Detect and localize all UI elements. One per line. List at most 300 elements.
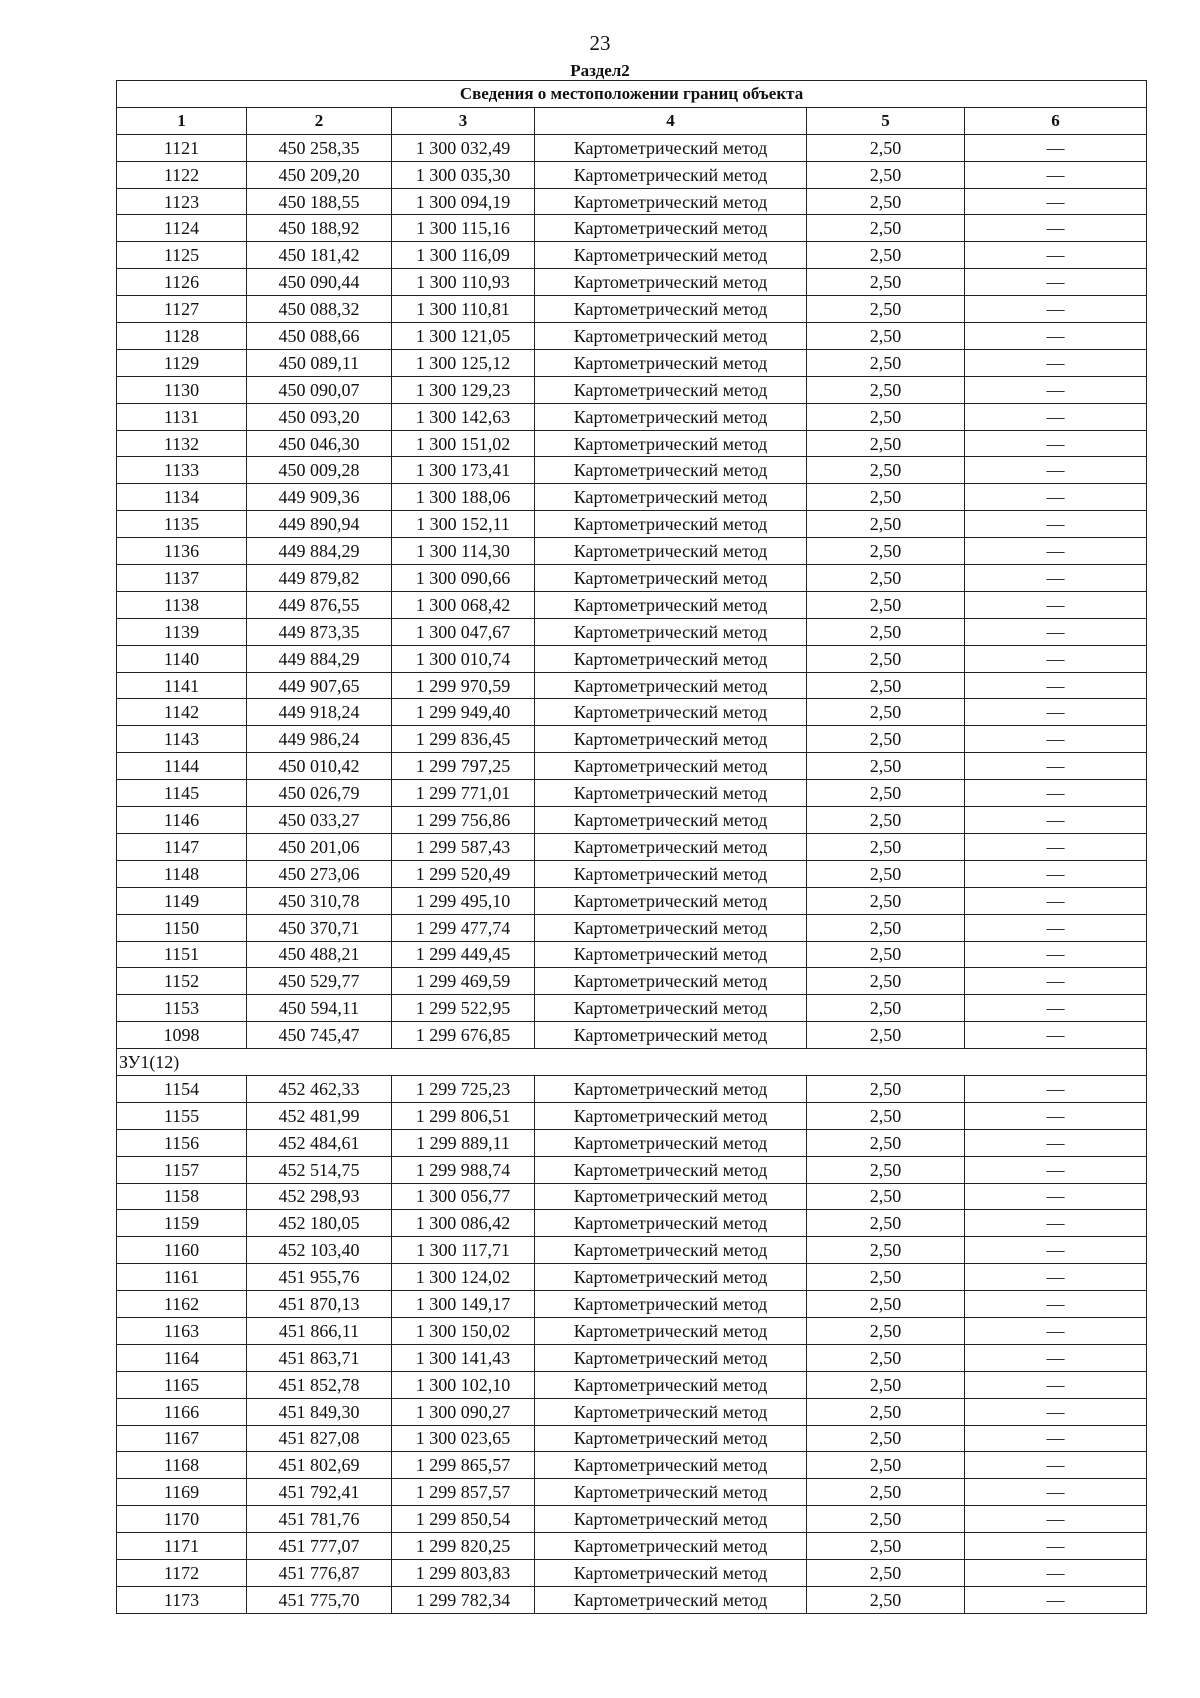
cell-coord-x: 449 876,55 [247, 591, 392, 618]
table-body [117, 134, 1147, 1613]
cell-accuracy: 2,50 [807, 887, 965, 914]
cell-accuracy: 2,50 [807, 215, 965, 242]
cell-method: Картометрический метод [535, 1075, 807, 1102]
cell-point-number: 1142 [117, 699, 247, 726]
cell-coord-x: 450 188,55 [247, 188, 392, 215]
cell-method: Картометрический метод [535, 1264, 807, 1291]
cell-coord-x: 450 188,92 [247, 215, 392, 242]
cell-coord-x: 452 180,05 [247, 1210, 392, 1237]
cell-coord-x: 450 010,42 [247, 753, 392, 780]
cell-accuracy: 2,50 [807, 1237, 965, 1264]
cell-description: — [965, 1559, 1147, 1586]
cell-method: Картометрический метод [535, 833, 807, 860]
column-header: 3 [392, 107, 535, 134]
cell-accuracy: 2,50 [807, 1533, 965, 1560]
cell-accuracy: 2,50 [807, 941, 965, 968]
cell-point-number: 1153 [117, 995, 247, 1022]
cell-description: — [965, 1075, 1147, 1102]
table-row [117, 538, 1147, 565]
cell-coord-y: 1 300 141,43 [392, 1344, 535, 1371]
cell-accuracy: 2,50 [807, 995, 965, 1022]
cell-coord-y: 1 300 090,27 [392, 1398, 535, 1425]
cell-accuracy: 2,50 [807, 430, 965, 457]
cell-description: — [965, 376, 1147, 403]
cell-description: — [965, 780, 1147, 807]
cell-accuracy: 2,50 [807, 134, 965, 161]
cell-coord-y: 1 299 771,01 [392, 780, 535, 807]
table-row [117, 403, 1147, 430]
cell-method: Картометрический метод [535, 699, 807, 726]
cell-description: — [965, 995, 1147, 1022]
cell-accuracy: 2,50 [807, 726, 965, 753]
cell-point-number: 1132 [117, 430, 247, 457]
cell-coord-y: 1 300 114,30 [392, 538, 535, 565]
table-row [117, 1156, 1147, 1183]
cell-method: Картометрический метод [535, 968, 807, 995]
cell-point-number: 1149 [117, 887, 247, 914]
group-row [117, 1049, 1147, 1076]
cell-coord-y: 1 300 056,77 [392, 1183, 535, 1210]
cell-point-number: 1168 [117, 1452, 247, 1479]
cell-accuracy: 2,50 [807, 269, 965, 296]
cell-coord-x: 450 745,47 [247, 1022, 392, 1049]
cell-description: — [965, 968, 1147, 995]
table-title: Сведения о местоположении границ объекта [117, 81, 1147, 108]
cell-coord-x: 450 009,28 [247, 457, 392, 484]
table-row [117, 645, 1147, 672]
cell-point-number: 1131 [117, 403, 247, 430]
cell-point-number: 1150 [117, 914, 247, 941]
table-row [117, 376, 1147, 403]
cell-description: — [965, 1291, 1147, 1318]
cell-coord-x: 450 209,20 [247, 161, 392, 188]
cell-coord-y: 1 300 086,42 [392, 1210, 535, 1237]
cell-point-number: 1136 [117, 538, 247, 565]
cell-point-number: 1171 [117, 1533, 247, 1560]
cell-coord-y: 1 300 090,66 [392, 565, 535, 592]
table-row [117, 807, 1147, 834]
cell-point-number: 1154 [117, 1075, 247, 1102]
cell-coord-y: 1 299 988,74 [392, 1156, 535, 1183]
cell-coord-y: 1 299 836,45 [392, 726, 535, 753]
page-number: 23 [589, 31, 611, 55]
cell-point-number: 1165 [117, 1371, 247, 1398]
cell-point-number: 1124 [117, 215, 247, 242]
cell-point-number: 1125 [117, 242, 247, 269]
cell-point-number: 1158 [117, 1183, 247, 1210]
table-row [117, 1506, 1147, 1533]
cell-coord-x: 452 484,61 [247, 1129, 392, 1156]
cell-point-number: 1166 [117, 1398, 247, 1425]
cell-accuracy: 2,50 [807, 1210, 965, 1237]
cell-coord-x: 452 462,33 [247, 1075, 392, 1102]
cell-coord-y: 1 299 949,40 [392, 699, 535, 726]
cell-description: — [965, 699, 1147, 726]
cell-method: Картометрический метод [535, 1533, 807, 1560]
table-row [117, 753, 1147, 780]
cell-accuracy: 2,50 [807, 403, 965, 430]
cell-accuracy: 2,50 [807, 1559, 965, 1586]
cell-method: Картометрический метод [535, 403, 807, 430]
cell-coord-y: 1 300 115,16 [392, 215, 535, 242]
cell-coord-x: 450 088,32 [247, 296, 392, 323]
cell-method: Картометрический метод [535, 753, 807, 780]
cell-accuracy: 2,50 [807, 161, 965, 188]
cell-coord-x: 451 955,76 [247, 1264, 392, 1291]
table-header-row [117, 107, 1147, 134]
cell-point-number: 1133 [117, 457, 247, 484]
cell-description: — [965, 511, 1147, 538]
table-row [117, 1425, 1147, 1452]
cell-coord-x: 450 088,66 [247, 323, 392, 350]
cell-coord-y: 1 299 449,45 [392, 941, 535, 968]
cell-description: — [965, 833, 1147, 860]
cell-point-number: 1172 [117, 1559, 247, 1586]
cell-description: — [965, 215, 1147, 242]
table-row [117, 833, 1147, 860]
cell-accuracy: 2,50 [807, 1075, 965, 1102]
cell-point-number: 1139 [117, 618, 247, 645]
table-row [117, 457, 1147, 484]
cell-method: Картометрический метод [535, 511, 807, 538]
cell-coord-y: 1 300 010,74 [392, 645, 535, 672]
table-row [117, 1533, 1147, 1560]
cell-coord-y: 1 299 803,83 [392, 1559, 535, 1586]
cell-description: — [965, 538, 1147, 565]
cell-description: — [965, 1022, 1147, 1049]
cell-coord-x: 452 103,40 [247, 1237, 392, 1264]
cell-description: — [965, 134, 1147, 161]
cell-coord-y: 1 299 469,59 [392, 968, 535, 995]
table-row [117, 860, 1147, 887]
cell-accuracy: 2,50 [807, 672, 965, 699]
cell-description: — [965, 457, 1147, 484]
table-row [117, 565, 1147, 592]
cell-description: — [965, 1344, 1147, 1371]
table-row [117, 1264, 1147, 1291]
cell-accuracy: 2,50 [807, 1022, 965, 1049]
cell-coord-y: 1 300 102,10 [392, 1371, 535, 1398]
cell-coord-x: 450 201,06 [247, 833, 392, 860]
cell-description: — [965, 860, 1147, 887]
cell-point-number: 1129 [117, 349, 247, 376]
cell-coord-x: 449 986,24 [247, 726, 392, 753]
cell-coord-y: 1 300 149,17 [392, 1291, 535, 1318]
cell-coord-x: 450 033,27 [247, 807, 392, 834]
cell-description: — [965, 430, 1147, 457]
cell-point-number: 1162 [117, 1291, 247, 1318]
cell-point-number: 1123 [117, 188, 247, 215]
cell-coord-x: 451 775,70 [247, 1586, 392, 1613]
cell-description: — [965, 726, 1147, 753]
table-row [117, 699, 1147, 726]
cell-coord-x: 450 310,78 [247, 887, 392, 914]
cell-coord-x: 450 594,11 [247, 995, 392, 1022]
table-row [117, 242, 1147, 269]
cell-accuracy: 2,50 [807, 1291, 965, 1318]
cell-method: Картометрический метод [535, 1237, 807, 1264]
cell-accuracy: 2,50 [807, 1452, 965, 1479]
cell-description: — [965, 1506, 1147, 1533]
cell-point-number: 1121 [117, 134, 247, 161]
cell-method: Картометрический метод [535, 1156, 807, 1183]
cell-accuracy: 2,50 [807, 968, 965, 995]
table-row [117, 323, 1147, 350]
cell-coord-x: 450 181,42 [247, 242, 392, 269]
cell-method: Картометрический метод [535, 1425, 807, 1452]
cell-point-number: 1128 [117, 323, 247, 350]
cell-accuracy: 2,50 [807, 296, 965, 323]
cell-point-number: 1148 [117, 860, 247, 887]
cell-description: — [965, 753, 1147, 780]
table-row [117, 1075, 1147, 1102]
table-row [117, 618, 1147, 645]
cell-accuracy: 2,50 [807, 565, 965, 592]
table-row [117, 941, 1147, 968]
cell-accuracy: 2,50 [807, 1344, 965, 1371]
column-header: 5 [807, 107, 965, 134]
cell-point-number: 1126 [117, 269, 247, 296]
cell-coord-x: 451 852,78 [247, 1371, 392, 1398]
cell-description: — [965, 1237, 1147, 1264]
table-row [117, 188, 1147, 215]
cell-accuracy: 2,50 [807, 753, 965, 780]
cell-coord-x: 449 918,24 [247, 699, 392, 726]
table-row [117, 296, 1147, 323]
cell-method: Картометрический метод [535, 591, 807, 618]
cell-coord-y: 1 299 676,85 [392, 1022, 535, 1049]
cell-description: — [965, 1425, 1147, 1452]
cell-coord-y: 1 300 142,63 [392, 403, 535, 430]
cell-accuracy: 2,50 [807, 1317, 965, 1344]
cell-accuracy: 2,50 [807, 376, 965, 403]
cell-method: Картометрический метод [535, 457, 807, 484]
cell-accuracy: 2,50 [807, 1102, 965, 1129]
cell-accuracy: 2,50 [807, 242, 965, 269]
cell-point-number: 1157 [117, 1156, 247, 1183]
column-header: 6 [965, 107, 1147, 134]
cell-coord-x: 450 488,21 [247, 941, 392, 968]
cell-method: Картометрический метод [535, 887, 807, 914]
cell-accuracy: 2,50 [807, 511, 965, 538]
cell-coord-x: 451 870,13 [247, 1291, 392, 1318]
cell-point-number: 1130 [117, 376, 247, 403]
cell-point-number: 1159 [117, 1210, 247, 1237]
cell-coord-y: 1 299 725,23 [392, 1075, 535, 1102]
table-row [117, 591, 1147, 618]
cell-point-number: 1156 [117, 1129, 247, 1156]
table-row [117, 511, 1147, 538]
cell-accuracy: 2,50 [807, 1156, 965, 1183]
cell-accuracy: 2,50 [807, 780, 965, 807]
cell-coord-x: 450 090,07 [247, 376, 392, 403]
cell-accuracy: 2,50 [807, 833, 965, 860]
cell-coord-y: 1 299 797,25 [392, 753, 535, 780]
cell-coord-y: 1 299 820,25 [392, 1533, 535, 1560]
cell-description: — [965, 403, 1147, 430]
table-row [117, 1371, 1147, 1398]
cell-accuracy: 2,50 [807, 591, 965, 618]
cell-coord-x: 449 907,65 [247, 672, 392, 699]
cell-point-number: 1146 [117, 807, 247, 834]
cell-coord-x: 449 873,35 [247, 618, 392, 645]
cell-coord-y: 1 299 782,34 [392, 1586, 535, 1613]
cell-method: Картометрический метод [535, 242, 807, 269]
cell-description: — [965, 1156, 1147, 1183]
cell-coord-y: 1 300 151,02 [392, 430, 535, 457]
table-row [117, 430, 1147, 457]
cell-description: — [965, 1371, 1147, 1398]
cell-method: Картометрический метод [535, 1559, 807, 1586]
table-row [117, 1559, 1147, 1586]
cell-coord-x: 450 093,20 [247, 403, 392, 430]
cell-coord-x: 450 046,30 [247, 430, 392, 457]
cell-description: — [965, 1398, 1147, 1425]
cell-coord-y: 1 299 522,95 [392, 995, 535, 1022]
cell-coord-y: 1 299 756,86 [392, 807, 535, 834]
table-row [117, 995, 1147, 1022]
cell-method: Картометрический метод [535, 1586, 807, 1613]
column-header: 2 [247, 107, 392, 134]
cell-point-number: 1151 [117, 941, 247, 968]
table-row [117, 134, 1147, 161]
cell-point-number: 1122 [117, 161, 247, 188]
cell-point-number: 1163 [117, 1317, 247, 1344]
cell-point-number: 1143 [117, 726, 247, 753]
cell-method: Картометрический метод [535, 323, 807, 350]
cell-description: — [965, 1183, 1147, 1210]
cell-point-number: 1144 [117, 753, 247, 780]
cell-method: Картометрический метод [535, 807, 807, 834]
cell-accuracy: 2,50 [807, 1479, 965, 1506]
cell-description: — [965, 645, 1147, 672]
table-row [117, 968, 1147, 995]
cell-description: — [965, 188, 1147, 215]
cell-coord-y: 1 300 035,30 [392, 161, 535, 188]
cell-method: Картометрический метод [535, 1022, 807, 1049]
cell-accuracy: 2,50 [807, 323, 965, 350]
table-row [117, 1452, 1147, 1479]
cell-method: Картометрический метод [535, 565, 807, 592]
cell-method: Картометрический метод [535, 1210, 807, 1237]
cell-description: — [965, 1533, 1147, 1560]
cell-method: Картометрический метод [535, 430, 807, 457]
cell-method: Картометрический метод [535, 1479, 807, 1506]
cell-accuracy: 2,50 [807, 188, 965, 215]
cell-coord-y: 1 300 152,11 [392, 511, 535, 538]
cell-point-number: 1173 [117, 1586, 247, 1613]
cell-accuracy: 2,50 [807, 1264, 965, 1291]
table-row [117, 1398, 1147, 1425]
section-title: Раздел2 [570, 61, 630, 80]
table-row [117, 161, 1147, 188]
cell-method: Картометрический метод [535, 269, 807, 296]
cell-coord-y: 1 299 520,49 [392, 860, 535, 887]
cell-description: — [965, 1479, 1147, 1506]
cell-accuracy: 2,50 [807, 807, 965, 834]
cell-accuracy: 2,50 [807, 1129, 965, 1156]
cell-coord-y: 1 299 477,74 [392, 914, 535, 941]
cell-method: Картометрический метод [535, 1291, 807, 1318]
cell-accuracy: 2,50 [807, 618, 965, 645]
table-row [117, 1317, 1147, 1344]
cell-coord-x: 450 273,06 [247, 860, 392, 887]
cell-method: Картометрический метод [535, 672, 807, 699]
cell-description: — [965, 323, 1147, 350]
table-row [117, 1022, 1147, 1049]
cell-coord-y: 1 300 023,65 [392, 1425, 535, 1452]
cell-description: — [965, 1210, 1147, 1237]
table-row [117, 1183, 1147, 1210]
cell-accuracy: 2,50 [807, 484, 965, 511]
cell-coord-y: 1 300 068,42 [392, 591, 535, 618]
cell-accuracy: 2,50 [807, 1586, 965, 1613]
cell-description: — [965, 296, 1147, 323]
boundary-coordinates-table [116, 80, 1147, 1614]
cell-accuracy: 2,50 [807, 860, 965, 887]
cell-point-number: 1138 [117, 591, 247, 618]
cell-description: — [965, 484, 1147, 511]
cell-coord-y: 1 299 889,11 [392, 1129, 535, 1156]
cell-point-number: 1170 [117, 1506, 247, 1533]
table-row [117, 914, 1147, 941]
cell-coord-x: 452 298,93 [247, 1183, 392, 1210]
table-row [117, 1237, 1147, 1264]
cell-coord-x: 450 089,11 [247, 349, 392, 376]
cell-description: — [965, 672, 1147, 699]
cell-description: — [965, 269, 1147, 296]
cell-coord-y: 1 300 110,93 [392, 269, 535, 296]
cell-coord-x: 451 776,87 [247, 1559, 392, 1586]
cell-coord-y: 1 300 188,06 [392, 484, 535, 511]
cell-method: Картометрический метод [535, 1129, 807, 1156]
cell-description: — [965, 1317, 1147, 1344]
cell-coord-x: 449 890,94 [247, 511, 392, 538]
cell-coord-y: 1 300 110,81 [392, 296, 535, 323]
table-row [117, 1344, 1147, 1371]
cell-coord-y: 1 299 850,54 [392, 1506, 535, 1533]
cell-accuracy: 2,50 [807, 914, 965, 941]
cell-coord-x: 451 802,69 [247, 1452, 392, 1479]
cell-coord-x: 450 529,77 [247, 968, 392, 995]
cell-method: Картометрический метод [535, 296, 807, 323]
cell-accuracy: 2,50 [807, 1506, 965, 1533]
cell-point-number: 1134 [117, 484, 247, 511]
cell-method: Картометрический метод [535, 376, 807, 403]
cell-accuracy: 2,50 [807, 1183, 965, 1210]
cell-description: — [965, 941, 1147, 968]
cell-point-number: 1135 [117, 511, 247, 538]
table-row [117, 1102, 1147, 1129]
cell-point-number: 1145 [117, 780, 247, 807]
cell-coord-y: 1 299 970,59 [392, 672, 535, 699]
cell-coord-x: 449 879,82 [247, 565, 392, 592]
cell-accuracy: 2,50 [807, 349, 965, 376]
cell-coord-y: 1 300 125,12 [392, 349, 535, 376]
cell-coord-y: 1 299 865,57 [392, 1452, 535, 1479]
cell-accuracy: 2,50 [807, 457, 965, 484]
cell-method: Картометрический метод [535, 1398, 807, 1425]
cell-point-number: 1127 [117, 296, 247, 323]
cell-point-number: 1140 [117, 645, 247, 672]
cell-coord-y: 1 300 032,49 [392, 134, 535, 161]
group-label: ЗУ1(12) [117, 1049, 1147, 1076]
cell-method: Картометрический метод [535, 860, 807, 887]
table-row [117, 726, 1147, 753]
cell-accuracy: 2,50 [807, 699, 965, 726]
cell-coord-y: 1 299 857,57 [392, 1479, 535, 1506]
column-header: 4 [535, 107, 807, 134]
